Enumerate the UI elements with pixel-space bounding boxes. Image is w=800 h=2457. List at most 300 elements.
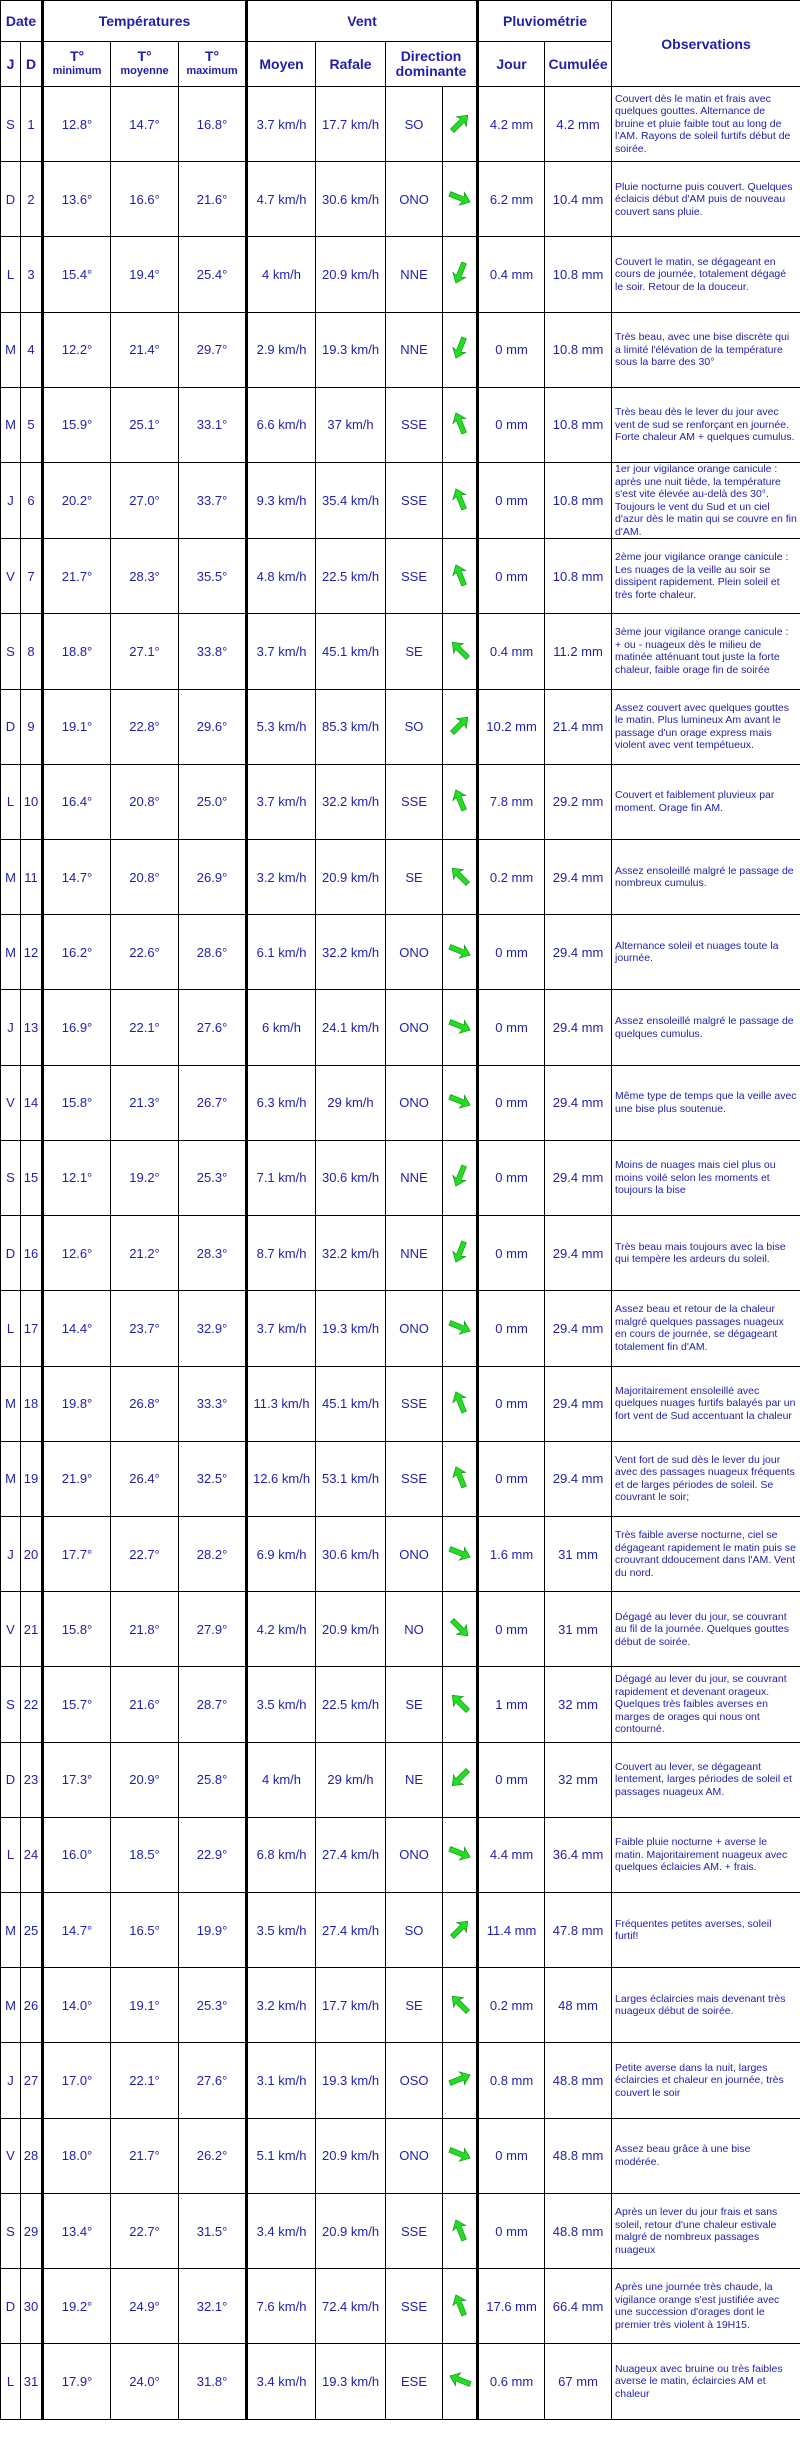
pluviometrie-header: Pluviométrie <box>478 1 612 42</box>
day-number: 25 <box>21 1893 43 1968</box>
day-number: 7 <box>21 539 43 614</box>
wind-direction: ONO <box>386 2118 443 2193</box>
wind-arrow <box>443 1968 478 2043</box>
temp-min: 19.2° <box>43 2269 111 2344</box>
temp-max: 25.4° <box>179 237 247 312</box>
wind-direction: ONO <box>386 1817 443 1892</box>
day-number: 15 <box>21 1140 43 1215</box>
wind-direction: SSE <box>386 387 443 462</box>
rain-cumulative: 29.4 mm <box>545 1291 612 1366</box>
temp-min: 15.9° <box>43 387 111 462</box>
temp-avg: 20.9° <box>111 1742 179 1817</box>
rain-cumulative: 29.4 mm <box>545 1216 612 1291</box>
day-letter: J <box>1 1516 21 1591</box>
wind-gust: 19.3 km/h <box>316 1291 386 1366</box>
day-number: 11 <box>21 839 43 914</box>
day-letter: M <box>1 312 21 387</box>
table-row <box>1 2118 800 2193</box>
wind-arrow-icon <box>447 1615 473 1641</box>
wind-avg: 3.4 km/h <box>247 2193 316 2268</box>
wind-direction: SSE <box>386 2193 443 2268</box>
temp-max: 28.2° <box>179 1516 247 1591</box>
day-letter: M <box>1 1968 21 2043</box>
rain-day: 0 mm <box>478 1742 545 1817</box>
day-number: 21 <box>21 1592 43 1667</box>
wind-direction: SE <box>386 1667 443 1742</box>
day-number: 8 <box>21 614 43 689</box>
observations-header: Observations <box>612 1 800 87</box>
temp-max: 33.3° <box>179 1366 247 1441</box>
wind-arrow-icon <box>447 787 473 813</box>
table-row <box>1 1592 800 1667</box>
temp-avg: 16.6° <box>111 162 179 237</box>
rain-day: 0 mm <box>478 1065 545 1140</box>
rain-cumulative: 48 mm <box>545 1968 612 2043</box>
temp-max: 19.9° <box>179 1893 247 1968</box>
temp-avg: 21.3° <box>111 1065 179 1140</box>
wind-avg: 4 km/h <box>247 237 316 312</box>
col-rafale-header: Rafale <box>316 42 386 87</box>
wind-arrow <box>443 915 478 990</box>
wind-arrow-icon <box>447 1013 473 1039</box>
rain-cumulative: 29.4 mm <box>545 1065 612 1140</box>
rain-day: 17.6 mm <box>478 2269 545 2344</box>
wind-arrow <box>443 1516 478 1591</box>
wind-direction: NNE <box>386 1216 443 1291</box>
rain-cumulative: 32 mm <box>545 1742 612 1817</box>
temp-avg: 16.5° <box>111 1893 179 1968</box>
table-row <box>1 839 800 914</box>
wind-gust: 53.1 km/h <box>316 1441 386 1516</box>
table-row <box>1 1742 800 1817</box>
rain-day: 0 mm <box>478 463 545 539</box>
wind-direction: SSE <box>386 764 443 839</box>
wind-gust: 20.9 km/h <box>316 839 386 914</box>
day-letter: V <box>1 2118 21 2193</box>
temp-max: 26.7° <box>179 1065 247 1140</box>
observation: Couvert dès le matin et frais avec quelques gouttes. Alternance de bruine et pluie faible tout au long de l'AM. Rayons de soleil furtifs début de soirée. <box>612 87 800 162</box>
wind-gust: 32.2 km/h <box>316 764 386 839</box>
rain-day: 0 mm <box>478 387 545 462</box>
table-row <box>1 1291 800 1366</box>
day-letter: L <box>1 764 21 839</box>
temp-min: 14.7° <box>43 839 111 914</box>
wind-avg: 8.7 km/h <box>247 1216 316 1291</box>
rain-day: 0 mm <box>478 1291 545 1366</box>
wind-gust: 20.9 km/h <box>316 237 386 312</box>
wind-arrow-icon <box>447 637 473 663</box>
temp-max: 25.3° <box>179 1968 247 2043</box>
day-number: 17 <box>21 1291 43 1366</box>
t-symbol: T° <box>137 48 152 64</box>
table-row <box>1 162 800 237</box>
col-cumulee-header: Cumulée <box>545 42 612 87</box>
day-letter: D <box>1 1216 21 1291</box>
temp-avg: 21.6° <box>111 1667 179 1742</box>
rain-day: 0.4 mm <box>478 237 545 312</box>
rain-cumulative: 31 mm <box>545 1592 612 1667</box>
temp-min: 15.4° <box>43 237 111 312</box>
day-letter: L <box>1 1817 21 1892</box>
temp-min: 16.0° <box>43 1817 111 1892</box>
wind-avg: 3.2 km/h <box>247 839 316 914</box>
table-row <box>1 2043 800 2118</box>
observation: Assez beau grâce à une bise modérée. <box>612 2118 800 2193</box>
temp-max: 32.5° <box>179 1441 247 1516</box>
wind-direction: SE <box>386 614 443 689</box>
wind-arrow-icon <box>447 1916 473 1942</box>
rain-cumulative: 10.4 mm <box>545 162 612 237</box>
table-row <box>1 1968 800 2043</box>
col-jour-header: Jour <box>478 42 545 87</box>
rain-cumulative: 48.8 mm <box>545 2043 612 2118</box>
temp-max: 31.8° <box>179 2344 247 2419</box>
wind-arrow-icon <box>447 335 473 361</box>
day-letter: M <box>1 1366 21 1441</box>
rain-day: 0 mm <box>478 539 545 614</box>
temp-max: 29.7° <box>179 312 247 387</box>
wind-avg: 9.3 km/h <box>247 463 316 539</box>
temp-avg: 24.0° <box>111 2344 179 2419</box>
rain-day: 4.2 mm <box>478 87 545 162</box>
observation: Après une journée très chaude, la vigilance orange s'est justifiée avec une succession d'orages dont le premier très violent à 19H15. <box>612 2269 800 2344</box>
temp-max: 16.8° <box>179 87 247 162</box>
rain-day: 1 mm <box>478 1667 545 1742</box>
rain-cumulative: 32 mm <box>545 1667 612 1742</box>
wind-gust: 45.1 km/h <box>316 614 386 689</box>
wind-direction: SSE <box>386 2269 443 2344</box>
temp-avg: 22.6° <box>111 915 179 990</box>
temperatures-header: Températures <box>43 1 247 42</box>
temp-avg: 26.4° <box>111 1441 179 1516</box>
day-letter: M <box>1 915 21 990</box>
temp-max: 27.9° <box>179 1592 247 1667</box>
table-row <box>1 1216 800 1291</box>
wind-gust: 72.4 km/h <box>316 2269 386 2344</box>
table-row <box>1 915 800 990</box>
wind-gust: 20.9 km/h <box>316 1592 386 1667</box>
wind-arrow <box>443 312 478 387</box>
wind-arrow-icon <box>447 2367 473 2393</box>
temp-min: 16.2° <box>43 915 111 990</box>
wind-gust: 22.5 km/h <box>316 1667 386 1742</box>
temp-min: 12.1° <box>43 1140 111 1215</box>
vent-header: Vent <box>247 1 478 42</box>
wind-avg: 3.4 km/h <box>247 2344 316 2419</box>
wind-arrow-icon <box>447 562 473 588</box>
rain-day: 1.6 mm <box>478 1516 545 1591</box>
wind-avg: 3.7 km/h <box>247 614 316 689</box>
rain-day: 0.6 mm <box>478 2344 545 2419</box>
rain-day: 0 mm <box>478 2118 545 2193</box>
day-number: 10 <box>21 764 43 839</box>
rain-day: 0 mm <box>478 312 545 387</box>
table-row <box>1 764 800 839</box>
temp-avg: 26.8° <box>111 1366 179 1441</box>
observation: Vent fort de sud dès le lever du jour avec des passages nuageux fréquents et de larges périodes de soleil. Se couvrant le soir; <box>612 1441 800 1516</box>
temp-avg: 27.1° <box>111 614 179 689</box>
observation: Couvert le matin, se dégageant en cours de journée, totalement dégagé le soir. Retour de la douceur. <box>612 237 800 312</box>
table-row <box>1 2344 800 2419</box>
wind-arrow <box>443 1291 478 1366</box>
col-tmin-header <box>43 42 111 87</box>
wind-avg: 4.7 km/h <box>247 162 316 237</box>
wind-arrow <box>443 2269 478 2344</box>
rain-cumulative: 29.4 mm <box>545 1366 612 1441</box>
observation: Moins de nuages mais ciel plus ou moins voilé selon les moments et toujours la bise <box>612 1140 800 1215</box>
wind-arrow-icon <box>447 1088 473 1114</box>
temp-avg: 19.4° <box>111 237 179 312</box>
observation: Nuageux avec bruine ou très faibles averse le matin, éclaircies AM et chaleur <box>612 2344 800 2419</box>
rain-cumulative: 29.4 mm <box>545 1140 612 1215</box>
rain-day: 6.2 mm <box>478 162 545 237</box>
wind-arrow-icon <box>447 1690 473 1716</box>
observation: Majoritairement ensoleillé avec quelques nuages furtifs balayés par un fort vent de Sud accentuant la chaleur <box>612 1366 800 1441</box>
day-number: 4 <box>21 312 43 387</box>
wind-gust: 17.7 km/h <box>316 87 386 162</box>
col-tmoy-header <box>111 42 179 87</box>
wind-gust: 19.3 km/h <box>316 2344 386 2419</box>
rain-cumulative: 29.4 mm <box>545 990 612 1065</box>
rain-cumulative: 48.8 mm <box>545 2193 612 2268</box>
table-row <box>1 87 800 162</box>
wind-avg: 12.6 km/h <box>247 1441 316 1516</box>
table-row <box>1 2269 800 2344</box>
t-max-label: maximum <box>186 65 238 77</box>
temp-avg: 19.2° <box>111 1140 179 1215</box>
wind-arrow <box>443 1366 478 1441</box>
wind-direction: ONO <box>386 162 443 237</box>
observation: Couvert au lever, se dégageant lentement, larges périodes de soleil et passages nuageux AM. <box>612 1742 800 1817</box>
table-row <box>1 463 800 539</box>
wind-gust: 32.2 km/h <box>316 915 386 990</box>
temp-max: 27.6° <box>179 2043 247 2118</box>
t-symbol: T° <box>69 48 85 64</box>
temp-min: 14.7° <box>43 1893 111 1968</box>
temp-avg: 20.8° <box>111 764 179 839</box>
wind-direction: SSE <box>386 463 443 539</box>
day-number: 14 <box>21 1065 43 1140</box>
wind-arrow <box>443 764 478 839</box>
rain-day: 0 mm <box>478 915 545 990</box>
wind-arrow <box>443 1065 478 1140</box>
wind-direction: NNE <box>386 237 443 312</box>
wind-avg: 3.5 km/h <box>247 1893 316 1968</box>
wind-gust: 19.3 km/h <box>316 312 386 387</box>
rain-cumulative: 10.8 mm <box>545 539 612 614</box>
wind-direction: ONO <box>386 1291 443 1366</box>
wind-arrow <box>443 1742 478 1817</box>
observation: Même type de temps que la veille avec une bise plus soutenue. <box>612 1065 800 1140</box>
observation: Dégagé au lever du jour, se couvrant rapidement et devenant orageux. Quelques très faibles averses en marges de orages qui nous ont contourné. <box>612 1667 800 1742</box>
table-row <box>1 1667 800 1742</box>
wind-avg: 3.7 km/h <box>247 1291 316 1366</box>
day-number: 18 <box>21 1366 43 1441</box>
wind-gust: 32.2 km/h <box>316 1216 386 1291</box>
wind-avg: 6.9 km/h <box>247 1516 316 1591</box>
wind-avg: 4.8 km/h <box>247 539 316 614</box>
temp-min: 12.6° <box>43 1216 111 1291</box>
temp-avg: 18.5° <box>111 1817 179 1892</box>
temp-max: 26.9° <box>179 839 247 914</box>
temp-max: 29.6° <box>179 689 247 764</box>
observation: Assez beau et retour de la chaleur malgré quelques passages nuageux en cours de journée, se dégageant totalement fin d'AM. <box>612 1291 800 1366</box>
col-moyen-header: Moyen <box>247 42 316 87</box>
table-row <box>1 1817 800 1892</box>
rain-cumulative: 36.4 mm <box>545 1817 612 1892</box>
temp-min: 17.9° <box>43 2344 111 2419</box>
wind-gust: 30.6 km/h <box>316 1516 386 1591</box>
wind-arrow-icon <box>447 1840 473 1866</box>
table-row <box>1 1893 800 1968</box>
observation: Très beau, avec une bise discrète qui a limité l'élévation de la température sous la barre des 30° <box>612 312 800 387</box>
day-letter: M <box>1 1893 21 1968</box>
table-row <box>1 1366 800 1441</box>
rain-cumulative: 10.8 mm <box>545 463 612 539</box>
wind-arrow <box>443 1592 478 1667</box>
temp-min: 13.4° <box>43 2193 111 2268</box>
table-row <box>1 387 800 462</box>
rain-cumulative: 66.4 mm <box>545 2269 612 2344</box>
temp-max: 32.9° <box>179 1291 247 1366</box>
temp-min: 20.2° <box>43 463 111 539</box>
table-row <box>1 689 800 764</box>
temp-max: 32.1° <box>179 2269 247 2344</box>
wind-arrow-icon <box>447 938 473 964</box>
wind-direction: SE <box>386 1968 443 2043</box>
observation: Après un lever du jour frais et sans soleil, retour d'une chaleur estivale malgré de nombreux passages nuageux <box>612 2193 800 2268</box>
rain-day: 0.2 mm <box>478 1968 545 2043</box>
wind-avg: 7.6 km/h <box>247 2269 316 2344</box>
day-number: 23 <box>21 1742 43 1817</box>
wind-direction: SE <box>386 839 443 914</box>
wind-gust: 35.4 km/h <box>316 463 386 539</box>
day-number: 28 <box>21 2118 43 2193</box>
observation: Faible pluie nocturne + averse le matin. Majoritairement nuageux avec quelques éclaicies AM. + frais. <box>612 1817 800 1892</box>
wind-gust: 19.3 km/h <box>316 2043 386 2118</box>
day-number: 3 <box>21 237 43 312</box>
temp-avg: 22.8° <box>111 689 179 764</box>
day-letter: D <box>1 1742 21 1817</box>
table-row <box>1 1441 800 1516</box>
wind-direction: NE <box>386 1742 443 1817</box>
wind-gust: 29 km/h <box>316 1065 386 1140</box>
rain-day: 0.2 mm <box>478 839 545 914</box>
wind-arrow <box>443 539 478 614</box>
temp-avg: 20.8° <box>111 839 179 914</box>
temp-avg: 19.1° <box>111 1968 179 2043</box>
day-letter: S <box>1 2193 21 2268</box>
rain-cumulative: 10.8 mm <box>545 387 612 462</box>
temp-max: 25.0° <box>179 764 247 839</box>
wind-arrow-icon <box>447 2066 473 2092</box>
day-letter: L <box>1 1291 21 1366</box>
temp-min: 17.3° <box>43 1742 111 1817</box>
wind-avg: 3.1 km/h <box>247 2043 316 2118</box>
wind-avg: 3.2 km/h <box>247 1968 316 2043</box>
wind-arrow-icon <box>447 1765 473 1791</box>
temp-min: 16.4° <box>43 764 111 839</box>
observation: 3ème jour vigilance orange canicule : + ou - nuageux dès le milieu de matinée atténuant tout juste la forte chaleur, faible orage fin de soirée <box>612 614 800 689</box>
rain-day: 0 mm <box>478 1216 545 1291</box>
temp-avg: 22.1° <box>111 2043 179 2118</box>
day-letter: D <box>1 162 21 237</box>
day-number: 2 <box>21 162 43 237</box>
observation: Couvert et faiblement pluvieux par moment. Orage fin AM. <box>612 764 800 839</box>
wind-arrow <box>443 2118 478 2193</box>
wind-arrow <box>443 87 478 162</box>
rain-day: 0.4 mm <box>478 614 545 689</box>
rain-cumulative: 29.4 mm <box>545 915 612 990</box>
observation: Très faible averse nocturne, ciel se dégageant rapidement le matin puis se crouvrant ddoucement dans l'AM. Vent du nord. <box>612 1516 800 1591</box>
wind-arrow <box>443 463 478 539</box>
day-letter: M <box>1 1441 21 1516</box>
date-header: Date <box>1 1 43 42</box>
temp-min: 12.8° <box>43 87 111 162</box>
rain-day: 4.4 mm <box>478 1817 545 1892</box>
observation: Alternance soleil et nuages toute la journée. <box>612 915 800 990</box>
day-letter: M <box>1 839 21 914</box>
table-row <box>1 539 800 614</box>
temp-max: 27.6° <box>179 990 247 1065</box>
wind-avg: 4 km/h <box>247 1742 316 1817</box>
observation: Très beau dès le lever du jour avec vent de sud se renforçant en journée. Forte chaleur AM + quelques cumulus. <box>612 387 800 462</box>
temp-avg: 22.7° <box>111 2193 179 2268</box>
wind-arrow-icon <box>447 1389 473 1415</box>
observation: 1er jour vigilance orange canicule : après une nuit tiède, la température s'est vite élevée au-delà des 30°. Toujours le vent du Sud et un ciel d'azur dès le matin qui se couvre en fin d'AM. <box>612 463 800 539</box>
wind-avg: 6.1 km/h <box>247 915 316 990</box>
wind-arrow <box>443 2193 478 2268</box>
wind-arrow <box>443 2344 478 2419</box>
table-row <box>1 1516 800 1591</box>
temp-max: 28.6° <box>179 915 247 990</box>
wind-arrow-icon <box>447 2141 473 2167</box>
day-letter: L <box>1 237 21 312</box>
day-number: 31 <box>21 2344 43 2419</box>
temp-min: 21.9° <box>43 1441 111 1516</box>
wind-gust: 37 km/h <box>316 387 386 462</box>
temp-min: 15.8° <box>43 1065 111 1140</box>
day-number: 12 <box>21 915 43 990</box>
wind-gust: 22.5 km/h <box>316 539 386 614</box>
wind-avg: 3.7 km/h <box>247 764 316 839</box>
observation: Larges éclaircies mais devenant très nuageux début de soirée. <box>612 1968 800 2043</box>
wind-arrow <box>443 162 478 237</box>
wind-avg: 6.3 km/h <box>247 1065 316 1140</box>
observation: Pluie nocturne puis couvert. Quelques éclaicis début d'AM puis de nouveau couvert sans pluie. <box>612 162 800 237</box>
wind-arrow-icon <box>447 110 473 136</box>
rain-cumulative: 21.4 mm <box>545 689 612 764</box>
temp-min: 21.7° <box>43 539 111 614</box>
temp-avg: 22.7° <box>111 1516 179 1591</box>
temp-min: 13.6° <box>43 162 111 237</box>
temp-max: 25.3° <box>179 1140 247 1215</box>
wind-direction: SO <box>386 689 443 764</box>
wind-arrow-icon <box>447 1464 473 1490</box>
temp-max: 35.5° <box>179 539 247 614</box>
temp-avg: 22.1° <box>111 990 179 1065</box>
rain-day: 0 mm <box>478 1366 545 1441</box>
temp-avg: 28.3° <box>111 539 179 614</box>
wind-arrow <box>443 1441 478 1516</box>
col-j-header: J <box>1 42 21 87</box>
temp-avg: 14.7° <box>111 87 179 162</box>
temp-avg: 21.7° <box>111 2118 179 2193</box>
rain-day: 0 mm <box>478 990 545 1065</box>
rain-cumulative: 47.8 mm <box>545 1893 612 1968</box>
observation: Assez ensoleillé malgré le passage de nombreux cumulus. <box>612 839 800 914</box>
day-number: 6 <box>21 463 43 539</box>
